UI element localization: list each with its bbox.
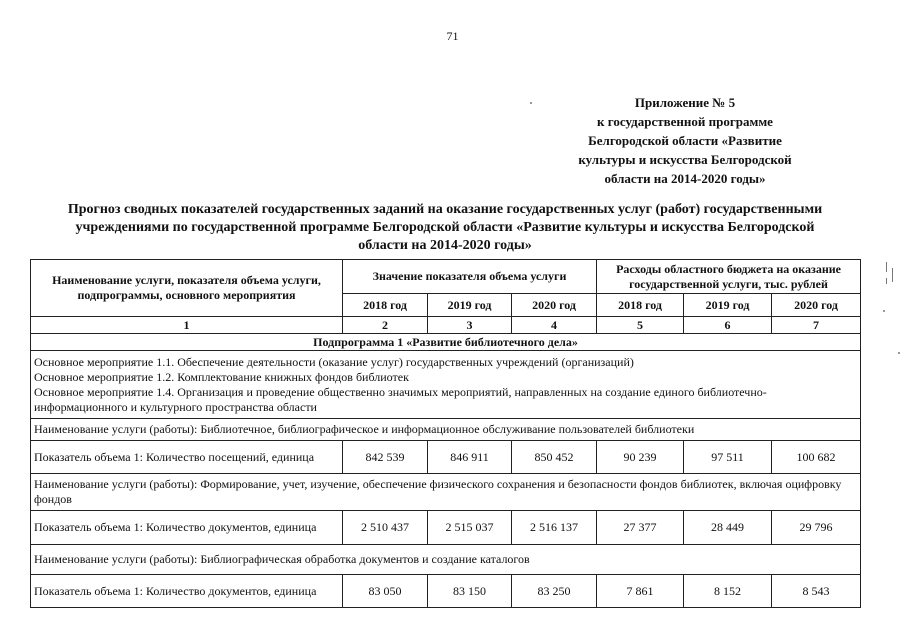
column-number: 3 — [428, 317, 512, 334]
scan-artifact — [898, 352, 900, 354]
subprogram-row — [31, 334, 861, 351]
header-year: 2018 год — [597, 294, 684, 317]
scan-artifact — [530, 102, 532, 104]
header-name-column: Наименование услуги, показателя объема услуги, подпрограммы, основного мероприятия — [31, 260, 343, 317]
scan-artifact — [886, 262, 887, 272]
indicator-value: 97 511 — [684, 441, 772, 474]
title-line: Прогноз сводных показателей государственных заданий на оказание государственных услуг (работ) государственными — [67, 202, 823, 217]
indicator-value: 850 452 — [512, 441, 597, 474]
header-year: 2020 год — [772, 294, 861, 317]
column-number: 6 — [684, 317, 772, 334]
appendix-line: области на 2014-2020 годы» — [604, 171, 766, 186]
indicator-value: 7 861 — [597, 575, 684, 608]
measure-item: Основное мероприятие 1.2. Комплектование книжных фондов библиотек — [34, 369, 409, 384]
indicator-value: 100 682 — [772, 441, 861, 474]
header-year: 2019 год — [428, 294, 512, 317]
header-expense-group: Расходы областного бюджета на оказание государственной услуги, тыс. рублей — [597, 260, 861, 294]
document-title — [30, 201, 860, 255]
page-number: 71 — [446, 29, 459, 43]
service-name: Наименование услуги (работы): Библиотечное, библиографическое и информационное обслуживание пользователей библиотеки — [31, 419, 861, 441]
subprogram-title: Подпрограмма 1 «Развитие библиотечного дела» — [31, 334, 861, 351]
measure-item: Основное мероприятие 1.1. Обеспечение деятельности (оказание услуг) государственных учреждений (организаций) — [34, 354, 634, 369]
service-row — [31, 474, 861, 511]
indicator-value: 83 150 — [428, 575, 512, 608]
indicator-value: 842 539 — [343, 441, 428, 474]
appendix-line: Белгородской области «Развитие — [588, 133, 782, 148]
service-name: Наименование услуги (работы): Формирование, учет, изучение, обеспечение физического сохранения и безопасности фондов библиотек, включая оцифровку фондов — [31, 474, 861, 511]
measures-row — [31, 351, 861, 419]
column-number: 7 — [772, 317, 861, 334]
indicator-name: Показатель объема 1: Количество посещений, единица — [31, 441, 343, 474]
measures-cell — [31, 351, 861, 419]
header-year: 2018 год — [343, 294, 428, 317]
service-row — [31, 419, 861, 441]
indicators-table — [30, 259, 861, 608]
appendix-line: Приложение № 5 — [634, 95, 736, 110]
measure-item: Основное мероприятие 1.4. Организация и проведение общественно значимых мероприятий, направленных на создание единого библиотечно-информационного и культурного пространства области — [34, 384, 767, 414]
indicator-value: 29 796 — [772, 511, 861, 545]
column-numbers-row — [31, 317, 861, 334]
header-year: 2020 год — [512, 294, 597, 317]
indicator-value: 8 152 — [684, 575, 772, 608]
indicator-value: 27 377 — [597, 511, 684, 545]
indicator-value: 90 239 — [597, 441, 684, 474]
scan-artifact — [883, 310, 885, 312]
service-row — [31, 545, 861, 575]
indicator-name: Показатель объема 1: Количество документов, единица — [31, 575, 343, 608]
indicator-value: 83 250 — [512, 575, 597, 608]
indicator-name: Показатель объема 1: Количество документов, единица — [31, 511, 343, 545]
indicator-value: 2 515 037 — [428, 511, 512, 545]
indicator-value: 83 050 — [343, 575, 428, 608]
indicator-value: 8 543 — [772, 575, 861, 608]
indicator-value: 2 516 137 — [512, 511, 597, 545]
appendix-line: культуры и искусства Белгородской — [578, 152, 792, 167]
indicator-row — [31, 511, 861, 545]
indicator-row — [31, 441, 861, 474]
header-row — [31, 260, 861, 294]
indicator-value: 846 911 — [428, 441, 512, 474]
indicator-value: 28 449 — [684, 511, 772, 545]
appendix-line: к государственной программе — [597, 114, 773, 129]
scan-artifact — [892, 268, 893, 282]
column-number: 4 — [512, 317, 597, 334]
scan-artifact — [886, 278, 887, 284]
indicator-row — [31, 575, 861, 608]
title-line: области на 2014-2020 годы» — [358, 238, 532, 253]
column-number: 5 — [597, 317, 684, 334]
column-number: 1 — [31, 317, 343, 334]
title-line: учреждениями по государственной программе Белгородской области «Развитие культуры и искусства Белгородской — [75, 220, 815, 235]
indicator-value: 2 510 437 — [343, 511, 428, 545]
service-name: Наименование услуги (работы): Библиографическая обработка документов и создание каталогов — [31, 545, 861, 575]
column-number: 2 — [343, 317, 428, 334]
header-volume-group: Значение показателя объема услуги — [343, 260, 597, 294]
appendix-heading — [555, 93, 815, 188]
header-year: 2019 год — [684, 294, 772, 317]
